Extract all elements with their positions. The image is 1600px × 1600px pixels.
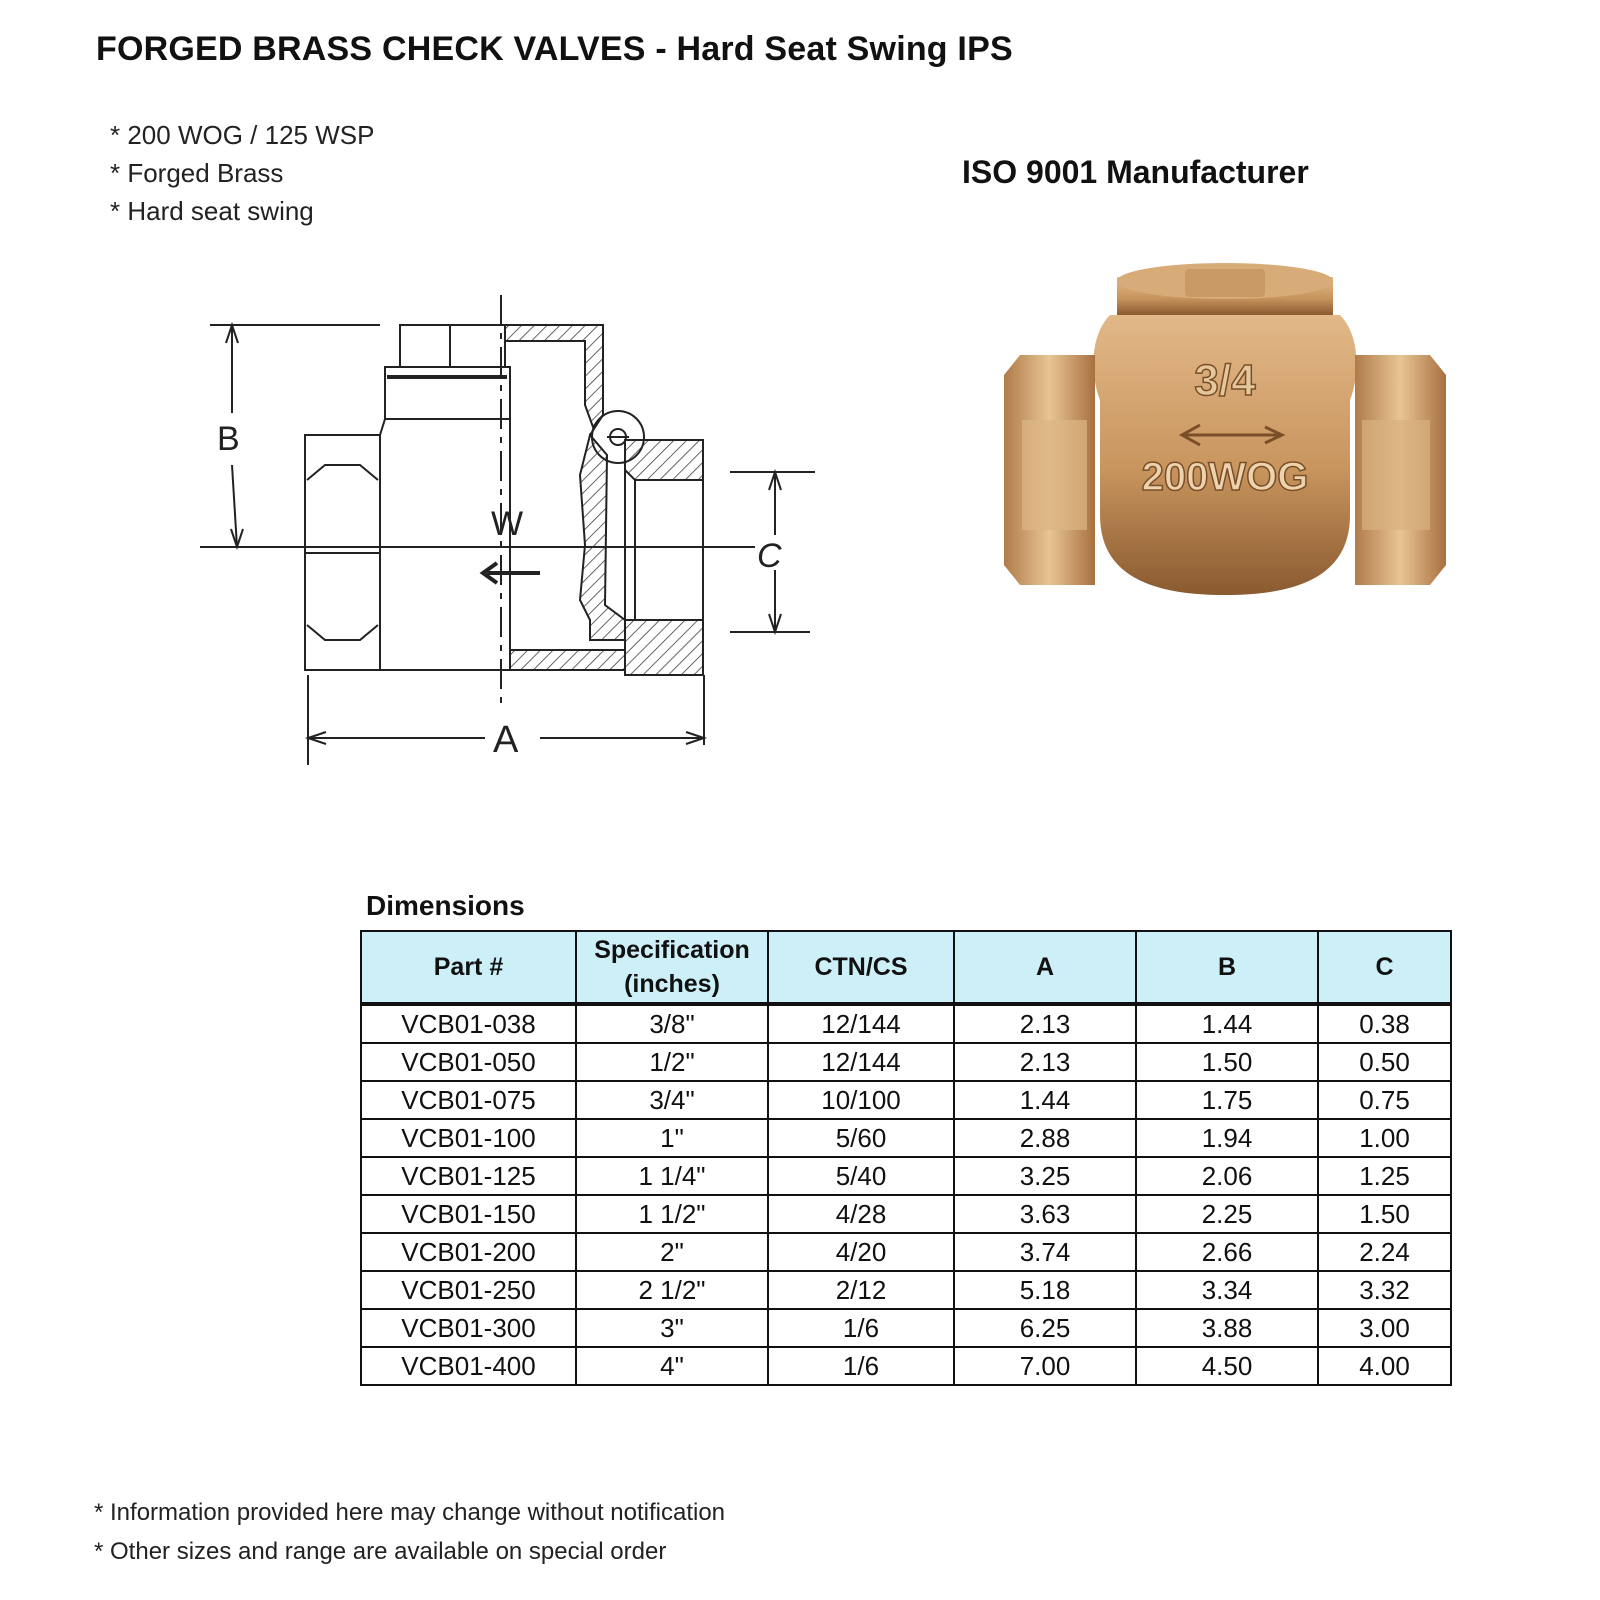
cell-spec: 1 1/2" <box>576 1195 768 1233</box>
cell-a: 5.18 <box>954 1271 1136 1309</box>
table-row <box>361 1157 1451 1195</box>
cell-c: 3.00 <box>1318 1309 1451 1347</box>
cell-a: 3.25 <box>954 1157 1136 1195</box>
cell-c: 0.50 <box>1318 1043 1451 1081</box>
cell-a: 2.88 <box>954 1119 1136 1157</box>
cell-ctn: 12/144 <box>768 1043 954 1081</box>
header-part: Part # <box>361 931 576 1004</box>
cell-c: 2.24 <box>1318 1233 1451 1271</box>
valve-photo <box>1000 255 1480 625</box>
footnotes <box>94 1493 725 1571</box>
cell-ctn: 5/40 <box>768 1157 954 1195</box>
cell-a: 2.13 <box>954 1004 1136 1043</box>
cell-b: 2.25 <box>1136 1195 1318 1233</box>
footnote-item: * Other sizes and range are available on special order <box>94 1538 667 1565</box>
cell-c: 0.38 <box>1318 1004 1451 1043</box>
cell-part: VCB01-200 <box>361 1233 576 1271</box>
cell-b: 2.06 <box>1136 1157 1318 1195</box>
cell-part: VCB01-150 <box>361 1195 576 1233</box>
cell-a: 6.25 <box>954 1309 1136 1347</box>
cell-spec: 3" <box>576 1309 768 1347</box>
cell-c: 1.50 <box>1318 1195 1451 1233</box>
cell-ctn: 4/28 <box>768 1195 954 1233</box>
feature-item: * Forged Brass <box>110 158 284 188</box>
cell-b: 3.34 <box>1136 1271 1318 1309</box>
header-ctn: CTN/CS <box>768 931 954 1004</box>
cell-c: 1.00 <box>1318 1119 1451 1157</box>
header-spec-line2: (inches) <box>624 970 720 998</box>
table-row <box>361 1347 1451 1385</box>
cell-ctn: 1/6 <box>768 1347 954 1385</box>
table-header-row <box>361 931 1451 1004</box>
cell-ctn: 2/12 <box>768 1271 954 1309</box>
cell-part: VCB01-250 <box>361 1271 576 1309</box>
dimensions-table <box>360 930 1452 1386</box>
cell-spec: 3/4" <box>576 1081 768 1119</box>
table-row <box>361 1309 1451 1347</box>
feature-item: * Hard seat swing <box>110 196 314 226</box>
size-marking: 3/4 <box>1194 356 1256 405</box>
cell-a: 3.74 <box>954 1233 1136 1271</box>
cell-ctn: 5/60 <box>768 1119 954 1157</box>
cell-part: VCB01-400 <box>361 1347 576 1385</box>
table-row <box>361 1119 1451 1157</box>
label-a: A <box>493 719 519 761</box>
cell-spec: 3/8" <box>576 1004 768 1043</box>
cell-a: 2.13 <box>954 1043 1136 1081</box>
footnote-item: * Information provided here may change without notification <box>94 1499 726 1526</box>
certification-label: ISO 9001 Manufacturer <box>962 154 1309 190</box>
cell-ctn: 1/6 <box>768 1309 954 1347</box>
cell-b: 1.50 <box>1136 1043 1318 1081</box>
cell-c: 4.00 <box>1318 1347 1451 1385</box>
cell-a: 7.00 <box>954 1347 1136 1385</box>
cell-spec: 2 1/2" <box>576 1271 768 1309</box>
label-b: B <box>217 420 240 458</box>
dimensions-caption: Dimensions <box>366 890 525 921</box>
cell-b: 1.44 <box>1136 1004 1318 1043</box>
cell-a: 3.63 <box>954 1195 1136 1233</box>
cell-spec: 4" <box>576 1347 768 1385</box>
cell-b: 1.94 <box>1136 1119 1318 1157</box>
table-row <box>361 1081 1451 1119</box>
cell-c: 3.32 <box>1318 1271 1451 1309</box>
cell-b: 1.75 <box>1136 1081 1318 1119</box>
cell-b: 2.66 <box>1136 1233 1318 1271</box>
cell-spec: 1 1/4" <box>576 1157 768 1195</box>
cell-part: VCB01-100 <box>361 1119 576 1157</box>
header-a: A <box>954 931 1136 1004</box>
header-c: C <box>1318 931 1451 1004</box>
cell-part: VCB01-075 <box>361 1081 576 1119</box>
header-b: B <box>1136 931 1318 1004</box>
cell-spec: 1" <box>576 1119 768 1157</box>
table-row <box>361 1271 1451 1309</box>
label-c: C <box>757 537 782 575</box>
header-spec-line1: Specification <box>594 936 750 964</box>
table-row <box>361 1043 1451 1081</box>
cell-part: VCB01-038 <box>361 1004 576 1043</box>
cell-part: VCB01-125 <box>361 1157 576 1195</box>
valve-diagram <box>195 295 855 795</box>
cell-c: 1.25 <box>1318 1157 1451 1195</box>
table-row <box>361 1195 1451 1233</box>
cell-b: 4.50 <box>1136 1347 1318 1385</box>
cell-spec: 2" <box>576 1233 768 1271</box>
cell-ctn: 10/100 <box>768 1081 954 1119</box>
cell-part: VCB01-050 <box>361 1043 576 1081</box>
header-specification <box>576 931 768 1004</box>
feature-item: * 200 WOG / 125 WSP <box>110 120 375 150</box>
cell-part: VCB01-300 <box>361 1309 576 1347</box>
cell-a: 1.44 <box>954 1081 1136 1119</box>
cell-ctn: 12/144 <box>768 1004 954 1043</box>
cell-spec: 1/2" <box>576 1043 768 1081</box>
cell-b: 3.88 <box>1136 1309 1318 1347</box>
pressure-marking: 200WOG <box>1141 455 1309 499</box>
cell-ctn: 4/20 <box>768 1233 954 1271</box>
page-title: FORGED BRASS CHECK VALVES - Hard Seat Swing IPS <box>96 30 1013 68</box>
table-row <box>361 1004 1451 1043</box>
label-w: W <box>491 505 524 543</box>
table-row <box>361 1233 1451 1271</box>
cell-c: 0.75 <box>1318 1081 1451 1119</box>
feature-list <box>110 116 374 230</box>
